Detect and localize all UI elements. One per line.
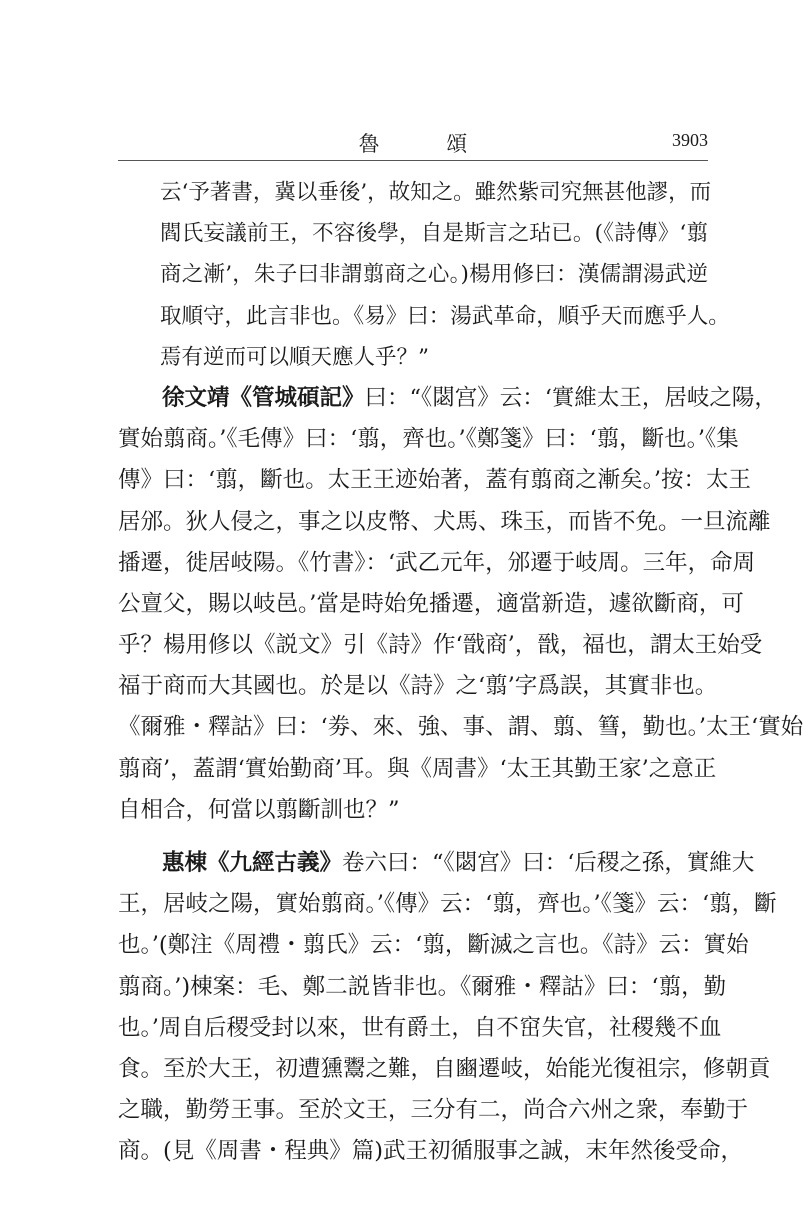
paragraph-line: 乎？楊用修以《説文》引《詩》作‘戩商’，戩，福也，謂太王始受 [118,632,763,659]
page-number: 3903 [672,130,708,150]
body-text [118,172,803,1173]
paragraph-xu-wenjing [118,378,803,831]
author-citation: 徐文靖《管城碩記》 [162,384,365,411]
paragraph-line: 播遷，徙居岐陽。《竹書》：‘武乙元年，邠遷于岐周。三年，命周 [118,549,756,576]
paragraph-line: 自相合，何當以翦斷訓也？” [118,796,400,823]
paragraph-line: 翦商。’)棟案：毛、鄭二説皆非也。《爾雅・釋詁》曰：‘翦，勤 [118,973,727,1000]
quote-line: 焉有逆而可以順天應人乎？” [160,344,429,370]
quote-block [118,172,730,378]
quote-line: 云‘予著書，冀以垂後’，故知之。雖然紫司究無甚他謬，而 [160,180,712,205]
quote-line: 商之漸’，朱子曰非謂翦商之心。)楊用修曰：漢儒謂湯武逆 [160,262,708,288]
paragraph-line: 食。至於大王，初遭獯鬻之難，自豳遷岐，始能光復祖宗，修朝貢 [118,1055,771,1082]
paragraph-hui-dong [118,843,777,1173]
paragraph-line: 商。(見《周書・程典》篇)武王初循服事之誠，末年然後受命， [118,1138,744,1165]
author-citation: 惠棟《九經古義》 [162,850,343,876]
paragraph-line: 實始翦商。’《毛傳》曰：‘翦，齊也。’《鄭箋》曰：‘翦，斷也。’《集 [118,426,739,453]
paragraph-line: 居邠。狄人侵之，事之以皮幣、犬馬、珠玉，而皆不免。一旦流離 [118,508,771,535]
paragraph-line: 也。’周自后稷受封以來，世有爵土，自不窋失官，社稷幾不血 [118,1014,722,1041]
paragraph-first-line [118,378,777,419]
running-title: 魯 頌 [358,132,498,156]
paragraph-text: 曰：“《閟宫》云：‘實維太王，居岐之陽， [364,384,777,411]
paragraph-line: 翦商’，蓋謂‘實始勤商’耳。與《周書》‘太王其勤王家’之意正 [118,755,717,782]
quote-line: 閻氏妄議前王，不容後學，自是斯言之玷已。(《詩傳》‘翦 [160,221,708,247]
paragraph-line: 《爾雅・釋詁》曰：‘劵、來、強、事、謂、翦、篲，勤也。’太王‘實始 [118,714,803,741]
paragraph-line: 王，居岐之陽，實始翦商。’《傳》云：‘翦，齊也。’《箋》云：‘翦，斷 [118,891,777,918]
paragraph-text: 卷六曰：“《閟宫》曰：‘后稷之孫，實維大 [342,850,755,876]
running-header [118,124,708,161]
paragraph-line: 也。’(鄭注《周禮・翦氏》云：‘翦，斷滅之言也。《詩》云：實始 [118,932,749,959]
paragraph-first-line [118,843,755,884]
paragraph-line: 公亶父，賜以岐邑。’當是時始免播遷，適當新造，遽欲斷商，可 [118,590,744,617]
paragraph-line: 福于商而大其國也。於是以《詩》之‘翦’字爲誤，其實非也。 [118,673,718,700]
paragraph-line: 之職，勤勞王事。至於文王，三分有二，尚合六州之衆，奉勤于 [118,1097,749,1124]
quote-line: 取順守，此言非也。《易》曰：湯武革命，順乎天而應乎人。 [160,303,730,329]
paragraph-line: 傳》曰：‘翦，斷也。太王王迹始著，蓋有翦商之漸矣。’按：太王 [118,467,752,494]
